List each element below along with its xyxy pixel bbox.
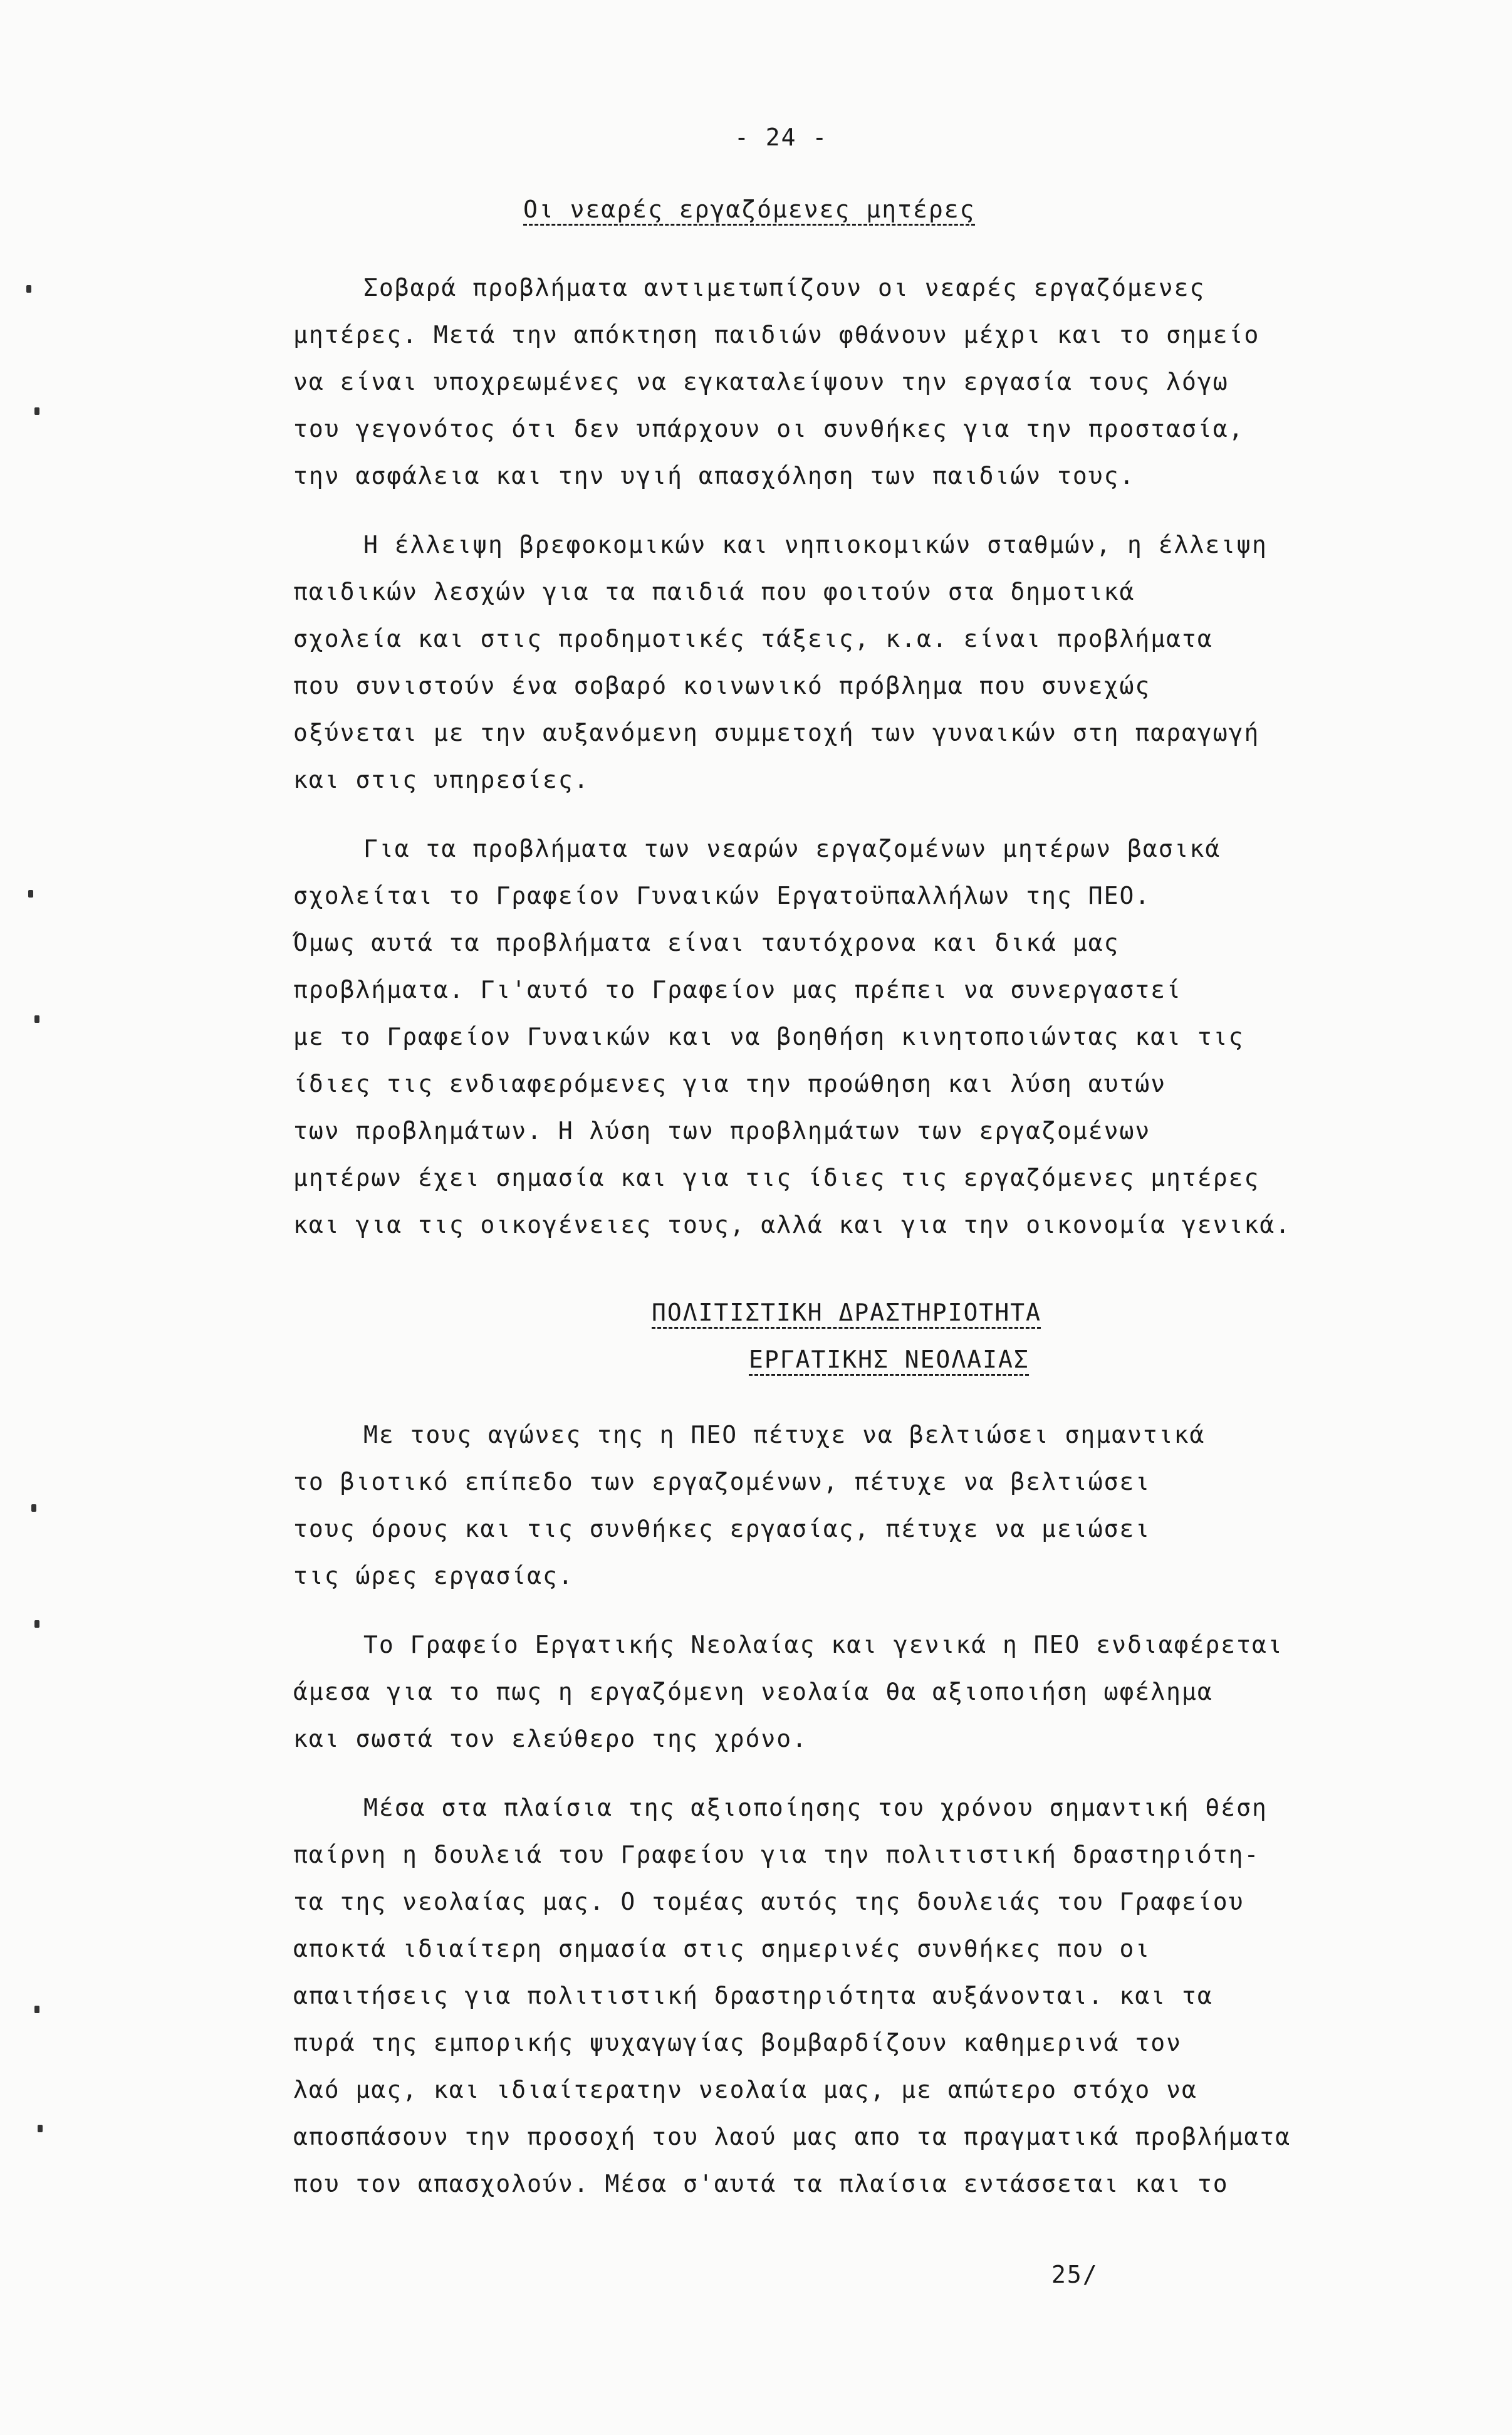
section-title-young-mothers: Οι νεαρές εργαζόμενες μητέρες (523, 196, 976, 223)
scan-speck (34, 1015, 39, 1023)
scan-speck (34, 1620, 39, 1628)
paragraph-line: και στις υπηρεσίες. (293, 766, 590, 793)
paragraph-line: παίρνη η δουλειά του Γραφείου για την πολιτιστική δραστηριότη- (293, 1841, 1260, 1868)
paragraph-line: Η έλλειψη βρεφοκομικών και νηπιοκομικών σταθμών, η έλλειψη (363, 531, 1268, 558)
paragraph-line: λαό μας, και ιδιαίτερατην νεολαία μας, με απώτερο στόχο να (293, 2076, 1197, 2103)
page-number: - 24 - (734, 123, 828, 151)
paragraph-line: και σωστά τον ελεύθερο της χρόνο. (293, 1725, 808, 1752)
paragraph-line: προβλήματα. Γι'αυτό το Γραφείον μας πρέπει να συνεργαστεί (293, 976, 1182, 1003)
paragraph-line: με το Γραφείον Γυναικών και να βοηθήση κινητοποιώντας και τις (293, 1023, 1244, 1050)
paragraph-line: τους όρους και τις συνθήκες εργασίας, πέτυχε να μειώσει (293, 1515, 1151, 1542)
paragraph-line: οξύνεται με την αυξανόμενη συμμετοχή των γυναικών στη παραγωγή (293, 719, 1260, 746)
paragraph-line: απαιτήσεις για πολιτιστική δραστηριότητα αυξάνονται. και τα (293, 1982, 1213, 2009)
paragraph-line: του γεγονότος ότι δεν υπάρχουν οι συνθήκες για την προστασία, (293, 415, 1244, 442)
section-title-cultural-activity: ΠΟΛΙΤΙΣΤΙΚΗ ΔΡΑΣΤΗΡΙΟΤΗΤΑ (652, 1299, 1041, 1326)
paragraph-line: και για τις οικογένειες τους, αλλά και για την οικονομία γενικά. (293, 1211, 1291, 1238)
paragraph-line: Μέσα στα πλαίσια της αξιοποίησης του χρόνου σημαντική θέση (363, 1794, 1268, 1821)
paragraph-line: Όμως αυτά τα προβλήματα είναι ταυτόχρονα και δικά μας (293, 929, 1120, 956)
paragraph-line: ίδιες τις ενδιαφερόμενες για την προώθηση και λύση αυτών (293, 1070, 1167, 1097)
paragraph-line: που συνιστούν ένα σοβαρό κοινωνικό πρόβλημα που συνεχώς (293, 672, 1151, 699)
paragraph-line: τις ώρες εργασίας. (293, 1562, 574, 1589)
scan-speck (34, 407, 39, 415)
paragraph-line: Με τους αγώνες της η ΠΕΟ πέτυχε να βελτιώσει σημαντικά (363, 1421, 1206, 1448)
paragraph-line: που τον απασχολούν. Μέσα σ'αυτά τα πλαίσια εντάσσεται και το (293, 2170, 1229, 2197)
continuation-marker: 25/ (1051, 2261, 1098, 2288)
scan-speck (34, 2006, 39, 2013)
paragraph-line: αποσπάσουν την προσοχή του λαού μας απο τα πραγματικά προβλήματα (293, 2123, 1291, 2150)
paragraph-line: πυρά της εμπορικής ψυχαγωγίας βομβαρδίζουν καθημερινά τον (293, 2029, 1182, 2056)
paragraph-line: σχολεία και στις προδημοτικές τάξεις, κ.α. είναι προβλήματα (293, 625, 1213, 652)
paragraph-line: το βιοτικό επίπεδο των εργαζομένων, πέτυχε να βελτιώσει (293, 1468, 1151, 1495)
paragraph-line: μητέρες. Μετά την απόκτηση παιδιών φθάνουν μέχρι και το σημείο (293, 321, 1260, 348)
paragraph-line: σχολείται το Γραφείον Γυναικών Εργατοϋπαλλήλων της ΠΕΟ. (293, 882, 1151, 909)
section-title-working-youth: ΕΡΓΑΤΙΚΗΣ ΝΕΟΛΑΙΑΣ (749, 1346, 1030, 1373)
paragraph-line: Σοβαρά προβλήματα αντιμετωπίζουν οι νεαρές εργαζόμενες (363, 274, 1206, 301)
paragraph-line: των προβλημάτων. Η λύση των προβλημάτων των εργαζομένων (293, 1117, 1151, 1144)
scan-speck (38, 2125, 43, 2132)
paragraph-line: παιδικών λεσχών για τα παιδιά που φοιτούν στα δημοτικά (293, 578, 1135, 605)
paragraph-line: τα της νεολαίας μας. Ο τομέας αυτός της δουλειάς του Γραφείου (293, 1888, 1244, 1915)
scan-speck (31, 1504, 36, 1512)
paragraph-line: την ασφάλεια και την υγιή απασχόληση των παιδιών τους. (293, 462, 1135, 490)
scan-speck (28, 890, 33, 898)
scan-speck (26, 285, 31, 293)
paragraph-line: μητέρων έχει σημασία και για τις ίδιες τις εργαζόμενες μητέρες (293, 1164, 1260, 1191)
paragraph-line: άμεσα για το πως η εργαζόμενη νεολαία θα αξιοποιήση ωφέλημα (293, 1678, 1213, 1705)
paragraph-line: αποκτά ιδιαίτερη σημασία στις σημερινές συνθήκες που οι (293, 1935, 1151, 1962)
paragraph-line: Το Γραφείο Εργατικής Νεολαίας και γενικά η ΠΕΟ ενδιαφέρεται (363, 1631, 1283, 1658)
paragraph-line: να είναι υποχρεωμένες να εγκαταλείψουν την εργασία τους λόγω (293, 368, 1229, 395)
paragraph-line: Για τα προβλήματα των νεαρών εργαζομένων μητέρων βασικά (363, 835, 1221, 862)
